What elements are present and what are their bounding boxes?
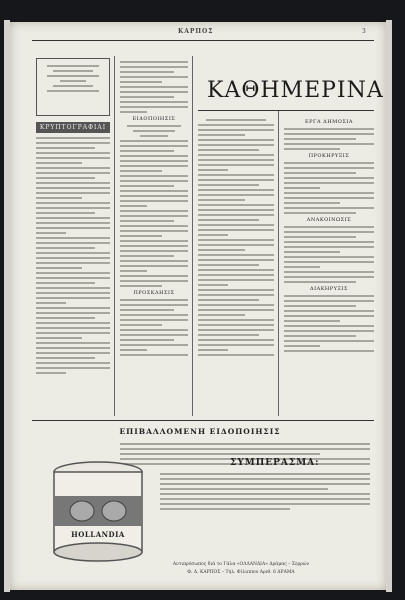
column-divider — [114, 56, 115, 416]
section-heading: ΔΙΑΚΗΡΥΞΙΣ — [310, 286, 348, 292]
advert-rule — [32, 420, 374, 421]
section-heading: ΠΡΟΚΗΡΥΞΙΣ — [308, 153, 350, 159]
advert-subtitle: ΣΥΜΠΕΡΑΣΜΑ: — [230, 458, 320, 468]
section-heading: ΠΡΟΣΚΛΗΣΙΣ — [133, 290, 175, 296]
column-2 — [120, 58, 188, 359]
newspaper-page — [10, 22, 386, 590]
advert-title: ΕΠΙΒΑΛΛΟΜΕΝΗ ΕΙΔΟΠΟΙΗΣΙΣ — [119, 427, 281, 436]
running-header: ΚΑΡΠΟΣ — [178, 28, 214, 35]
column-divider — [192, 56, 193, 416]
masthead-rule — [198, 110, 374, 111]
advert-footer-2: Φ. Δ. ΚΑΡΠΟΣ – Τηλ. Φίλιππου Αριθ. 6 ΔΡΑΜΑ — [187, 570, 295, 575]
page-number: 3 — [362, 28, 366, 35]
column-1 — [36, 58, 110, 377]
section-heading-box: ΚΡΥΠΤΟΓΡΑΦΙΑΙ — [36, 122, 110, 133]
column-3 — [198, 116, 274, 359]
advert-footer-1: Αντιπρόσωπος διά το Γάλα «ΟΛΛΑΝΔΙΑ» Δράμας – Σερρών — [172, 562, 310, 567]
ad-box-top — [36, 58, 110, 116]
column-divider — [278, 110, 279, 416]
can-label: HOLLANDIA — [71, 530, 125, 539]
section-heading: ΕΡΓΑ ΔΗΜΟΣΙΑ — [305, 119, 353, 125]
section-heading: ΑΝΑΚΟΙΝΩΣΙΣ — [306, 217, 352, 223]
page-edge-right — [386, 20, 392, 592]
header-rule — [32, 40, 374, 41]
advert-text — [160, 470, 370, 513]
milk-can-illustration — [50, 458, 146, 562]
column-4 — [284, 116, 374, 355]
masthead-title: ΚΑΘΗΜΕΡΙΝΑ — [207, 78, 384, 103]
section-heading: ΕΙΔΟΠΟΙΗΣΙΣ — [132, 116, 176, 122]
